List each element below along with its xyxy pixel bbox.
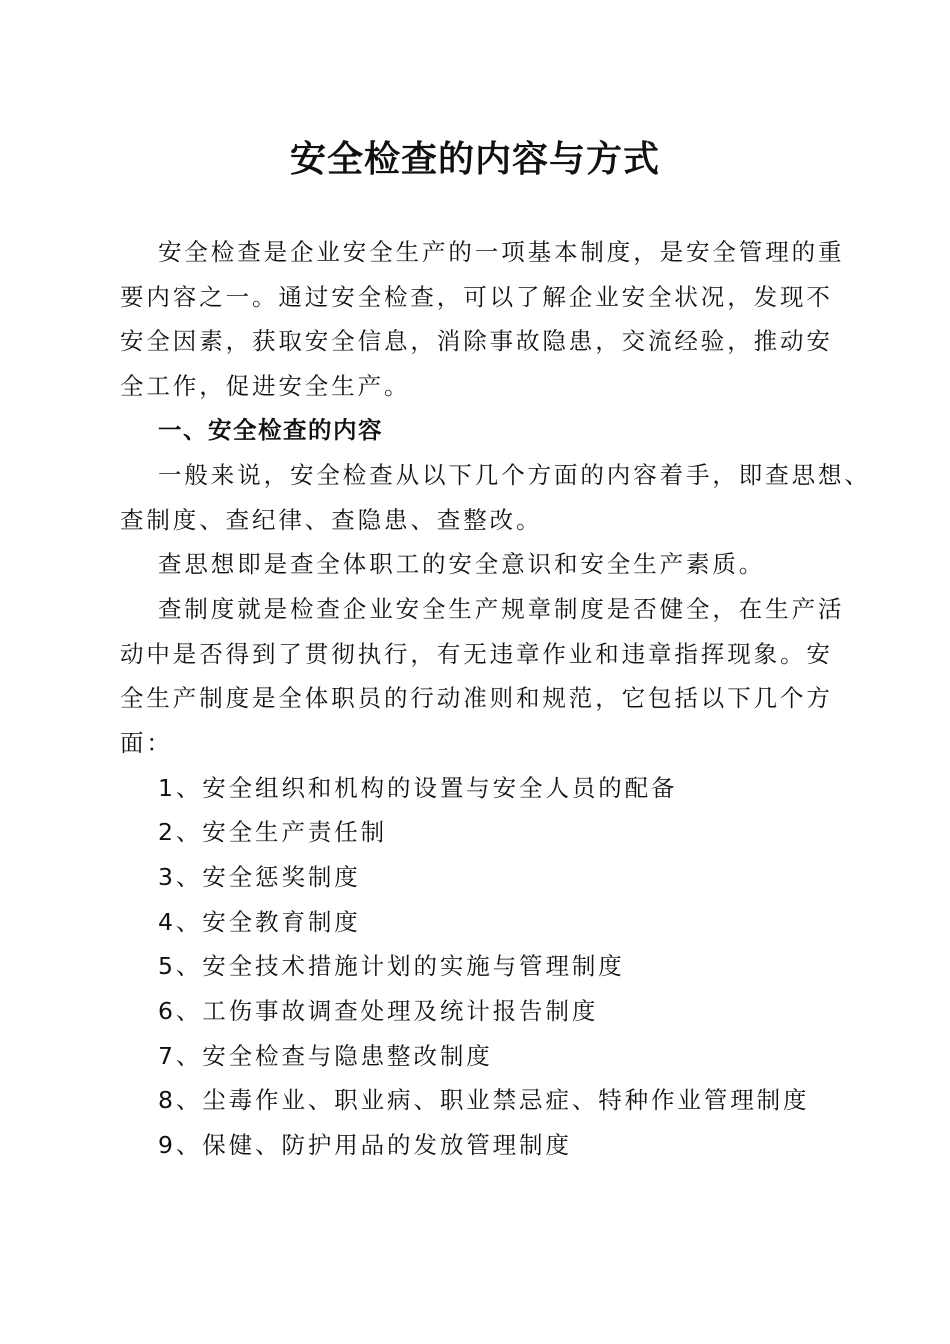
list-item: 2、安全生产责任制 [158, 818, 388, 846]
para3-line-1: 查制度就是检查企业安全生产规章制度是否健全，在生产活 [158, 595, 845, 623]
para1-line-1: 一般来说，安全检查从以下几个方面的内容着手，即查思想、 [158, 461, 871, 489]
list-item: 6、工伤事故调查处理及统计报告制度 [158, 997, 599, 1025]
list-item: 9、保健、防护用品的发放管理制度 [158, 1131, 572, 1159]
list-item: 8、尘毒作业、职业病、职业禁忌症、特种作业管理制度 [158, 1086, 810, 1114]
para3-line-2: 动中是否得到了贯彻执行，有无违章作业和违章指挥现象。安 [120, 640, 833, 668]
para3-line-3: 全生产制度是全体职员的行动准则和规范，它包括以下几个方 [120, 684, 833, 712]
list-item: 7、安全检查与隐患整改制度 [158, 1042, 493, 1070]
list-item: 3、安全惩奖制度 [158, 863, 361, 891]
document-title: 安全检查的内容与方式 [289, 138, 660, 180]
intro-line-4: 全工作，促进安全生产。 [120, 372, 411, 400]
intro-line-1: 安全检查是企业安全生产的一项基本制度，是安全管理的重 [158, 238, 845, 266]
list-item: 5、安全技术措施计划的实施与管理制度 [158, 952, 625, 980]
list-item: 1、安全组织和机构的设置与安全人员的配备 [158, 774, 678, 802]
list-item: 4、安全教育制度 [158, 908, 361, 936]
para1-line-2: 查制度、查纪律、查隐患、查整改。 [120, 506, 543, 534]
intro-line-3: 安全因素，获取安全信息，消除事故隐患，交流经验，推动安 [120, 327, 833, 355]
section-heading-content: 一、安全检查的内容 [158, 416, 383, 444]
para2-line-1: 查思想即是查全体职工的安全意识和安全生产素质。 [158, 550, 766, 578]
para3-line-4: 面： [120, 729, 173, 757]
intro-line-2: 要内容之一。通过安全检查，可以了解企业安全状况，发现不 [120, 283, 833, 311]
